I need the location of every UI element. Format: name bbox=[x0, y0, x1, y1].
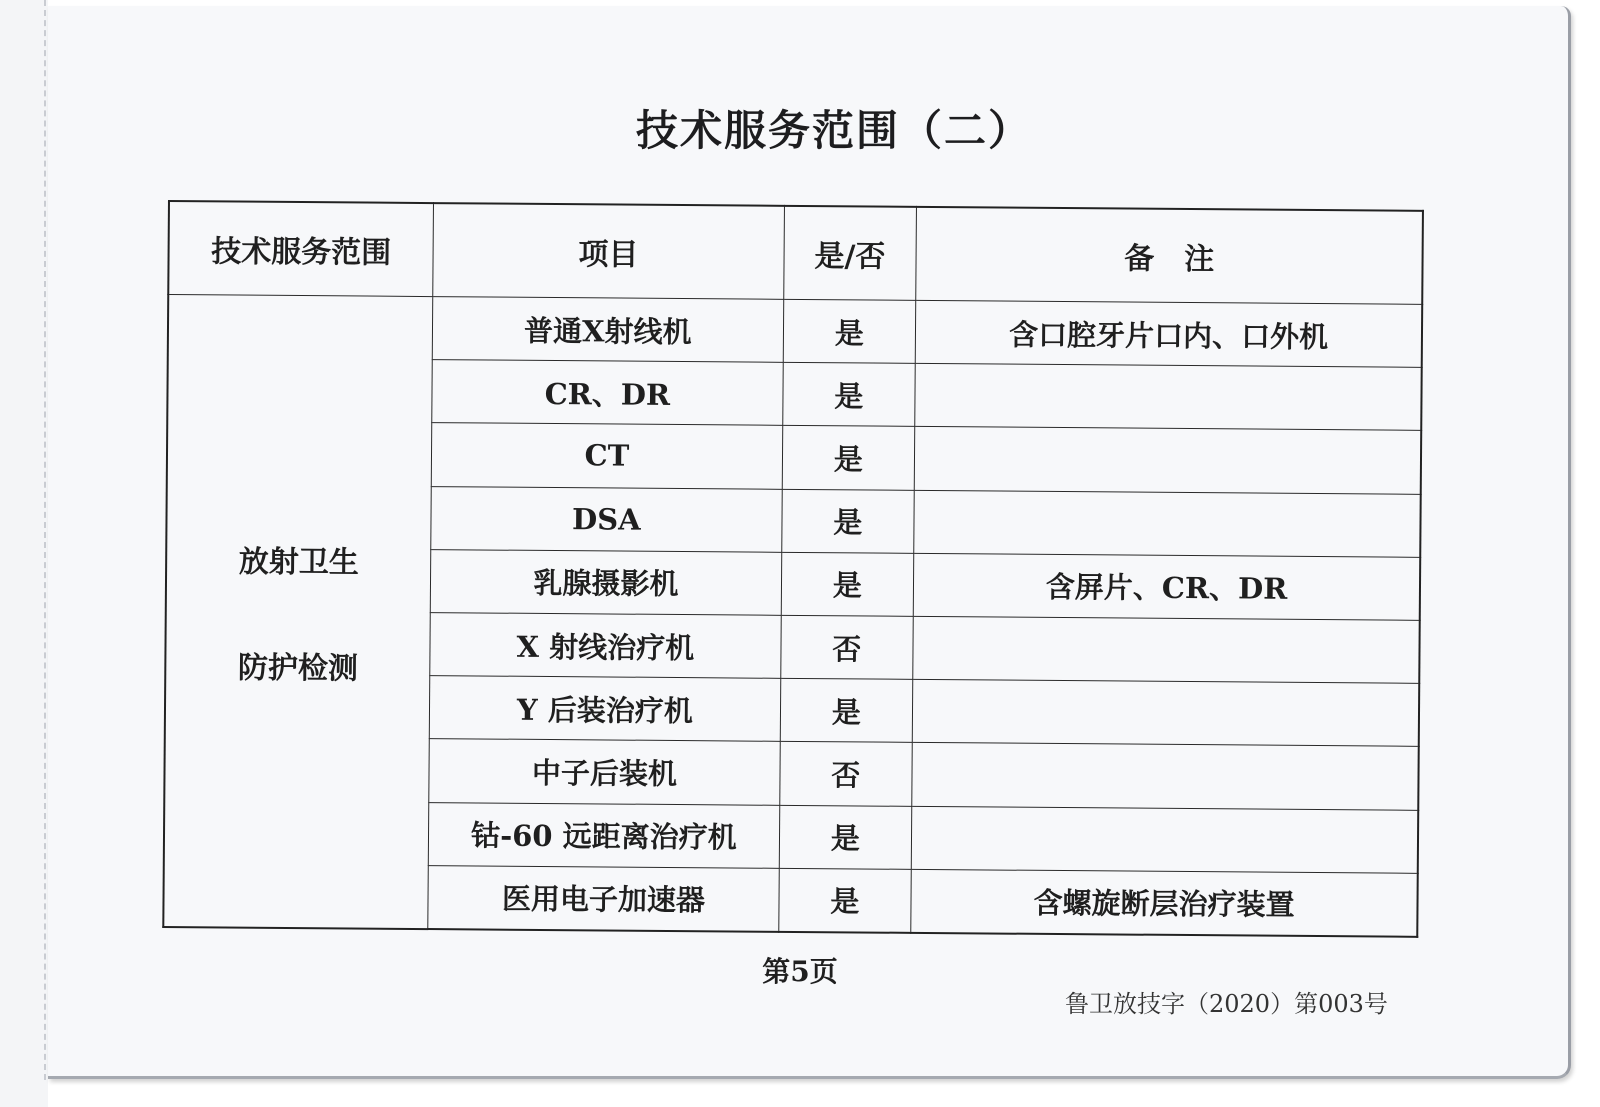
note-cell: 含口腔牙片口内、口外机 bbox=[915, 300, 1422, 367]
note-cell bbox=[914, 427, 1421, 494]
service-scope-table bbox=[162, 200, 1424, 938]
note-cell bbox=[913, 616, 1420, 683]
item-cell: 医用电子加速器 bbox=[428, 865, 779, 932]
table-header-row bbox=[168, 201, 1423, 304]
header-yes-no: 是/否 bbox=[783, 206, 916, 301]
note-cell bbox=[912, 679, 1419, 746]
yes-no-cell: 是 bbox=[782, 426, 915, 490]
page-title: 技术服务范围（二） bbox=[635, 106, 1032, 155]
header-remarks: 备 注 bbox=[916, 207, 1423, 304]
note-cell bbox=[914, 490, 1421, 557]
header-item: 项目 bbox=[433, 203, 784, 299]
note-cell: 含屏片、CR、DR bbox=[913, 553, 1420, 620]
item-cell: 普通X射线机 bbox=[433, 297, 784, 363]
yes-no-cell: 是 bbox=[782, 363, 915, 427]
item-cell: 中子后装机 bbox=[429, 739, 780, 805]
yes-no-cell: 否 bbox=[779, 742, 912, 806]
binding-fold bbox=[0, 0, 48, 1107]
item-cell: DSA bbox=[431, 486, 782, 552]
header-scope: 技术服务范围 bbox=[168, 201, 434, 297]
table-row bbox=[168, 295, 1422, 368]
page-number: 第5页 bbox=[762, 955, 838, 988]
yes-no-cell: 是 bbox=[778, 868, 911, 933]
item-cell: 乳腺摄影机 bbox=[431, 549, 782, 615]
category-line-1: 放射卫生 bbox=[238, 544, 359, 581]
yes-no-cell: 是 bbox=[783, 299, 916, 363]
yes-no-cell: 是 bbox=[781, 489, 914, 553]
item-cell: CR、DR bbox=[432, 360, 783, 426]
category-line-2: 防护检测 bbox=[237, 650, 359, 687]
item-cell: CT bbox=[432, 423, 783, 489]
yes-no-cell: 是 bbox=[781, 552, 914, 616]
note-cell bbox=[915, 364, 1422, 431]
note-cell: 含螺旋断层治疗装置 bbox=[911, 869, 1418, 937]
note-cell bbox=[912, 743, 1419, 810]
note-cell bbox=[912, 806, 1419, 873]
yes-no-cell: 是 bbox=[779, 805, 912, 869]
yes-no-cell: 否 bbox=[780, 615, 913, 679]
item-cell: 钴-60 远距离治疗机 bbox=[429, 802, 780, 868]
category-cell bbox=[163, 295, 433, 930]
document-number: 鲁卫放技字（2020）第003号 bbox=[1065, 990, 1388, 1018]
yes-no-cell: 是 bbox=[780, 678, 913, 742]
item-cell: Y 后装治疗机 bbox=[430, 676, 781, 742]
item-cell: X 射线治疗机 bbox=[430, 613, 781, 679]
